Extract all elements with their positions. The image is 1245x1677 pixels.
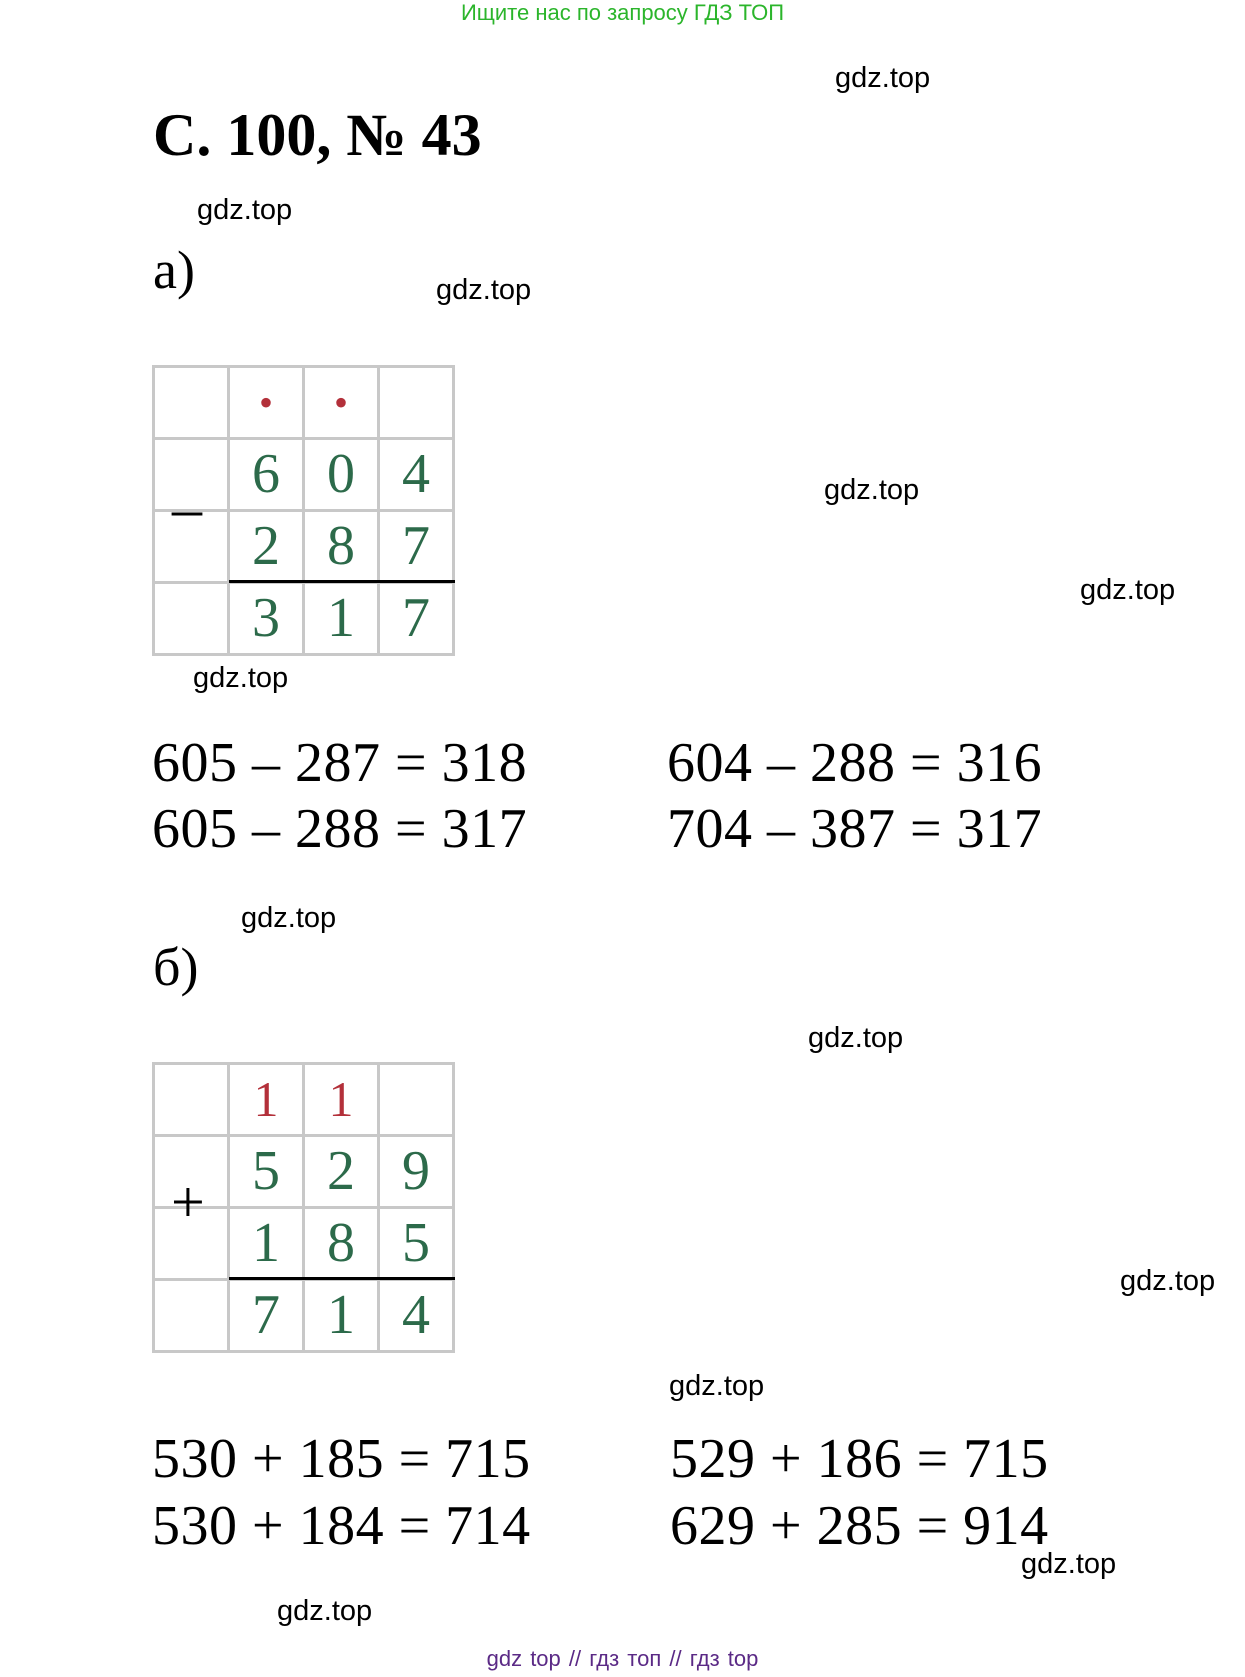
equation: 605 – 287 = 318 — [152, 732, 528, 794]
footer-links[interactable]: gdz top // гдз топ // гдз top — [486, 1646, 759, 1671]
digit-cell: 6 — [230, 440, 302, 509]
result-line — [229, 580, 455, 583]
carry-digit: 1 — [230, 1065, 302, 1134]
watermark: gdz.top — [824, 474, 920, 506]
watermark: gdz.top — [1120, 1265, 1216, 1297]
grid-row — [155, 368, 452, 437]
digit-cell: 1 — [230, 1209, 302, 1278]
watermark: gdz.top — [1021, 1548, 1117, 1580]
digit-cell: 5 — [230, 1137, 302, 1206]
digit-cell: 2 — [230, 512, 302, 581]
grid-cell — [380, 368, 452, 437]
equation: 530 + 185 = 715 — [152, 1428, 531, 1490]
grid-cell — [155, 1281, 227, 1350]
grid-cell — [155, 1065, 227, 1134]
grid-row — [155, 1065, 452, 1134]
watermark: gdz.top — [193, 662, 289, 694]
watermark: gdz.top — [835, 62, 931, 94]
watermark: gdz.top — [669, 1370, 765, 1402]
part-b-label: б) — [153, 937, 199, 997]
carry-digit: 1 — [305, 1065, 377, 1134]
digit-cell: 1 — [305, 1281, 377, 1350]
grid-cell — [155, 584, 227, 653]
equation: 529 + 186 = 715 — [670, 1428, 1049, 1490]
minus-sign: – — [172, 475, 202, 541]
digit-cell: 4 — [380, 1281, 452, 1350]
grid-cell — [155, 368, 227, 437]
equation: 629 + 285 = 914 — [670, 1495, 1049, 1557]
search-banner[interactable]: Ищите нас по запросу ГДЗ ТОП — [460, 0, 785, 25]
digit-cell: 5 — [380, 1209, 452, 1278]
borrow-dot: • — [305, 368, 377, 437]
grid-row — [155, 1281, 452, 1350]
digit-cell: 9 — [380, 1137, 452, 1206]
page-title: С. 100, № 43 — [153, 102, 482, 168]
equation: 605 – 288 = 317 — [152, 798, 528, 860]
watermark: gdz.top — [241, 902, 337, 934]
equation: 704 – 387 = 317 — [667, 798, 1043, 860]
equation: 530 + 184 = 714 — [152, 1495, 531, 1557]
watermark: gdz.top — [436, 274, 532, 306]
plus-sign: + — [171, 1169, 205, 1235]
watermark: gdz.top — [197, 194, 293, 226]
borrow-dot: • — [230, 368, 302, 437]
digit-cell: 3 — [230, 584, 302, 653]
part-a-label: а) — [153, 240, 195, 300]
digit-cell: 1 — [305, 584, 377, 653]
digit-cell: 7 — [230, 1281, 302, 1350]
digit-cell: 7 — [380, 512, 452, 581]
digit-cell: 0 — [305, 440, 377, 509]
digit-cell: 8 — [305, 1209, 377, 1278]
digit-cell: 8 — [305, 512, 377, 581]
grid-cell — [380, 1065, 452, 1134]
result-line — [229, 1277, 455, 1280]
digit-cell: 7 — [380, 584, 452, 653]
watermark: gdz.top — [808, 1022, 904, 1054]
digit-cell: 2 — [305, 1137, 377, 1206]
watermark: gdz.top — [1080, 574, 1176, 606]
watermark: gdz.top — [277, 1595, 373, 1627]
grid-row — [155, 584, 452, 653]
digit-cell: 4 — [380, 440, 452, 509]
equation: 604 – 288 = 316 — [667, 732, 1043, 794]
